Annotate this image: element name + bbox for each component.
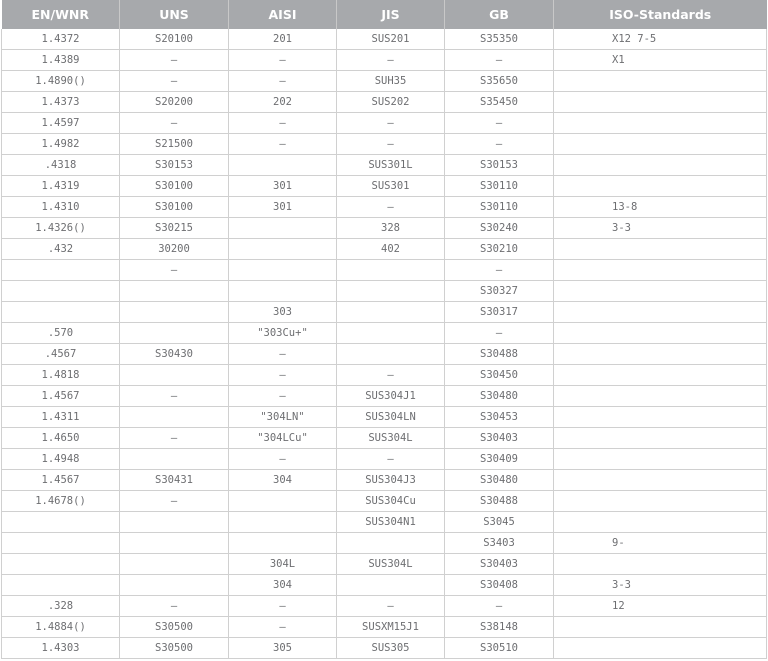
cell-aisi xyxy=(229,512,337,533)
cell-aisi: – xyxy=(229,71,337,92)
cell-gb: S30453 xyxy=(445,407,554,428)
cell-jis: SUS301L xyxy=(337,155,445,176)
cell-en-wnr: 1.4326() xyxy=(2,218,120,239)
cell-en-wnr: 1.4567 xyxy=(2,470,120,491)
cell-aisi: 303 xyxy=(229,302,337,323)
cell-uns: S30431 xyxy=(120,470,229,491)
column-header-jis: JIS xyxy=(337,0,445,29)
cell-iso xyxy=(554,638,767,659)
cell-jis xyxy=(337,575,445,596)
cell-iso xyxy=(554,512,767,533)
cell-en-wnr: 1.4310 xyxy=(2,197,120,218)
cell-jis: SUS202 xyxy=(337,92,445,113)
cell-en-wnr xyxy=(2,533,120,554)
cell-jis: 402 xyxy=(337,239,445,260)
cell-iso xyxy=(554,428,767,449)
cell-iso xyxy=(554,113,767,134)
cell-gb: S30210 xyxy=(445,239,554,260)
cell-iso xyxy=(554,470,767,491)
cell-aisi: – xyxy=(229,617,337,638)
cell-jis: SUS304Cu xyxy=(337,491,445,512)
cell-iso: 13-8 xyxy=(554,197,767,218)
cell-en-wnr: 1.4890() xyxy=(2,71,120,92)
cell-uns: – xyxy=(120,491,229,512)
cell-aisi: "304LCu" xyxy=(229,428,337,449)
cell-iso xyxy=(554,302,767,323)
cell-aisi xyxy=(229,491,337,512)
cell-en-wnr xyxy=(2,554,120,575)
cell-uns: S20200 xyxy=(120,92,229,113)
cell-uns xyxy=(120,281,229,302)
cell-aisi: – xyxy=(229,449,337,470)
cell-gb: – xyxy=(445,50,554,71)
cell-en-wnr xyxy=(2,260,120,281)
cell-uns: 30200 xyxy=(120,239,229,260)
cell-en-wnr xyxy=(2,302,120,323)
column-header-iso: ISO-Standards xyxy=(554,0,767,29)
cell-gb: S30480 xyxy=(445,470,554,491)
cell-aisi: "304LN" xyxy=(229,407,337,428)
cell-gb: – xyxy=(445,113,554,134)
table-row xyxy=(2,197,767,218)
cell-gb: – xyxy=(445,323,554,344)
cell-gb: S30409 xyxy=(445,449,554,470)
table-row xyxy=(2,617,767,638)
cell-iso: X1 xyxy=(554,50,767,71)
cell-gb: S38148 xyxy=(445,617,554,638)
table-row xyxy=(2,92,767,113)
cell-aisi xyxy=(229,218,337,239)
table-row xyxy=(2,176,767,197)
cell-aisi: 202 xyxy=(229,92,337,113)
cell-jis: – xyxy=(337,449,445,470)
cell-jis: – xyxy=(337,113,445,134)
cell-jis: SUH35 xyxy=(337,71,445,92)
cell-iso xyxy=(554,281,767,302)
cell-en-wnr xyxy=(2,512,120,533)
cell-iso xyxy=(554,323,767,344)
cell-gb: S30317 xyxy=(445,302,554,323)
cell-gb: S30110 xyxy=(445,176,554,197)
cell-en-wnr: 1.4678() xyxy=(2,491,120,512)
cell-aisi: 301 xyxy=(229,176,337,197)
cell-uns: – xyxy=(120,50,229,71)
column-header-en-wnr: EN/WNR xyxy=(2,0,120,29)
cell-jis xyxy=(337,344,445,365)
table-body xyxy=(2,29,767,659)
cell-en-wnr: .4567 xyxy=(2,344,120,365)
cell-jis: SUSXM15J1 xyxy=(337,617,445,638)
cell-en-wnr: 1.4650 xyxy=(2,428,120,449)
cell-jis: SUS304L xyxy=(337,554,445,575)
cell-iso xyxy=(554,155,767,176)
table-row xyxy=(2,365,767,386)
column-header-gb: GB xyxy=(445,0,554,29)
cell-en-wnr xyxy=(2,281,120,302)
cell-aisi: "303Cu+" xyxy=(229,323,337,344)
cell-en-wnr: .432 xyxy=(2,239,120,260)
cell-en-wnr: 1.4389 xyxy=(2,50,120,71)
table-row xyxy=(2,512,767,533)
cell-gb: S30403 xyxy=(445,554,554,575)
cell-en-wnr: .4318 xyxy=(2,155,120,176)
cell-jis xyxy=(337,533,445,554)
cell-uns xyxy=(120,302,229,323)
column-header-uns: UNS xyxy=(120,0,229,29)
table-row xyxy=(2,638,767,659)
cell-jis: 328 xyxy=(337,218,445,239)
cell-gb: S30403 xyxy=(445,428,554,449)
cell-jis: – xyxy=(337,365,445,386)
cell-gb: S35350 xyxy=(445,29,554,50)
cell-en-wnr: 1.4319 xyxy=(2,176,120,197)
cell-gb: S30240 xyxy=(445,218,554,239)
table-row xyxy=(2,428,767,449)
cell-gb: – xyxy=(445,260,554,281)
cell-en-wnr xyxy=(2,575,120,596)
cell-jis: SUS305 xyxy=(337,638,445,659)
cell-gb: S3403 xyxy=(445,533,554,554)
cell-uns: S30100 xyxy=(120,176,229,197)
cell-iso xyxy=(554,176,767,197)
cell-aisi: – xyxy=(229,344,337,365)
cell-aisi xyxy=(229,239,337,260)
cell-uns xyxy=(120,323,229,344)
cell-iso: X12 7-5 xyxy=(554,29,767,50)
cell-uns: S30430 xyxy=(120,344,229,365)
table-row xyxy=(2,344,767,365)
cell-uns: S21500 xyxy=(120,134,229,155)
table-row xyxy=(2,302,767,323)
cell-uns: S30153 xyxy=(120,155,229,176)
cell-uns: – xyxy=(120,596,229,617)
cell-aisi xyxy=(229,260,337,281)
cell-uns xyxy=(120,449,229,470)
cell-uns xyxy=(120,533,229,554)
cell-aisi: 301 xyxy=(229,197,337,218)
cell-jis xyxy=(337,260,445,281)
table-row xyxy=(2,155,767,176)
cell-gb: – xyxy=(445,596,554,617)
cell-iso xyxy=(554,554,767,575)
cell-aisi: – xyxy=(229,596,337,617)
cell-uns: – xyxy=(120,71,229,92)
steel-standards-table xyxy=(1,0,767,659)
cell-jis: – xyxy=(337,197,445,218)
cell-iso xyxy=(554,617,767,638)
table-row xyxy=(2,449,767,470)
cell-gb: S30408 xyxy=(445,575,554,596)
cell-uns: S30500 xyxy=(120,617,229,638)
cell-aisi xyxy=(229,155,337,176)
cell-en-wnr: 1.4948 xyxy=(2,449,120,470)
cell-uns: S30215 xyxy=(120,218,229,239)
cell-aisi: 304 xyxy=(229,470,337,491)
cell-en-wnr: 1.4303 xyxy=(2,638,120,659)
cell-uns: – xyxy=(120,386,229,407)
cell-gb: S30488 xyxy=(445,491,554,512)
cell-jis xyxy=(337,281,445,302)
cell-en-wnr: 1.4567 xyxy=(2,386,120,407)
cell-uns: S20100 xyxy=(120,29,229,50)
table-row xyxy=(2,281,767,302)
cell-uns xyxy=(120,575,229,596)
table-row xyxy=(2,29,767,50)
cell-en-wnr: 1.4372 xyxy=(2,29,120,50)
cell-uns xyxy=(120,407,229,428)
cell-jis: SUS304L xyxy=(337,428,445,449)
cell-uns xyxy=(120,365,229,386)
cell-iso xyxy=(554,92,767,113)
cell-uns: S30500 xyxy=(120,638,229,659)
cell-iso xyxy=(554,386,767,407)
cell-iso xyxy=(554,71,767,92)
cell-gb: S30153 xyxy=(445,155,554,176)
table-header xyxy=(2,0,767,29)
cell-aisi xyxy=(229,533,337,554)
cell-uns: – xyxy=(120,113,229,134)
header-row xyxy=(2,0,767,29)
table-row xyxy=(2,491,767,512)
cell-iso xyxy=(554,407,767,428)
cell-aisi: 305 xyxy=(229,638,337,659)
cell-aisi: 201 xyxy=(229,29,337,50)
table-row xyxy=(2,596,767,617)
cell-aisi: – xyxy=(229,365,337,386)
table-row xyxy=(2,71,767,92)
cell-gb: S30510 xyxy=(445,638,554,659)
cell-aisi: 304 xyxy=(229,575,337,596)
cell-aisi xyxy=(229,281,337,302)
cell-iso xyxy=(554,134,767,155)
cell-aisi: – xyxy=(229,113,337,134)
cell-aisi: – xyxy=(229,386,337,407)
cell-en-wnr: 1.4982 xyxy=(2,134,120,155)
cell-gb: S30480 xyxy=(445,386,554,407)
cell-iso xyxy=(554,365,767,386)
cell-jis: SUS304N1 xyxy=(337,512,445,533)
table-row xyxy=(2,575,767,596)
cell-uns: – xyxy=(120,260,229,281)
cell-en-wnr: 1.4884() xyxy=(2,617,120,638)
cell-jis: SUS304J3 xyxy=(337,470,445,491)
cell-en-wnr: 1.4597 xyxy=(2,113,120,134)
cell-gb: S35450 xyxy=(445,92,554,113)
table-row xyxy=(2,386,767,407)
cell-gb: S30327 xyxy=(445,281,554,302)
cell-jis xyxy=(337,323,445,344)
cell-en-wnr: 1.4373 xyxy=(2,92,120,113)
cell-iso xyxy=(554,491,767,512)
column-header-aisi: AISI xyxy=(229,0,337,29)
cell-iso xyxy=(554,449,767,470)
cell-aisi: – xyxy=(229,134,337,155)
cell-iso xyxy=(554,344,767,365)
cell-iso: 9- xyxy=(554,533,767,554)
cell-jis: – xyxy=(337,134,445,155)
cell-iso xyxy=(554,239,767,260)
cell-aisi: – xyxy=(229,50,337,71)
cell-gb: S30488 xyxy=(445,344,554,365)
table-row xyxy=(2,260,767,281)
cell-jis: – xyxy=(337,50,445,71)
table-row xyxy=(2,239,767,260)
cell-iso: 3-3 xyxy=(554,218,767,239)
cell-en-wnr: 1.4311 xyxy=(2,407,120,428)
cell-iso: 3-3 xyxy=(554,575,767,596)
cell-iso xyxy=(554,260,767,281)
cell-gb: – xyxy=(445,134,554,155)
cell-gb: S30450 xyxy=(445,365,554,386)
cell-jis: – xyxy=(337,596,445,617)
cell-gb: S35650 xyxy=(445,71,554,92)
cell-jis: SUS304J1 xyxy=(337,386,445,407)
cell-jis: SUS301 xyxy=(337,176,445,197)
cell-uns xyxy=(120,554,229,575)
table-row xyxy=(2,218,767,239)
cell-aisi: 304L xyxy=(229,554,337,575)
cell-jis: SUS304LN xyxy=(337,407,445,428)
cell-jis: SUS201 xyxy=(337,29,445,50)
cell-uns: S30100 xyxy=(120,197,229,218)
table-row xyxy=(2,113,767,134)
table-row xyxy=(2,323,767,344)
cell-iso: 12 xyxy=(554,596,767,617)
table-row xyxy=(2,134,767,155)
cell-en-wnr: .570 xyxy=(2,323,120,344)
table-row xyxy=(2,407,767,428)
cell-uns: – xyxy=(120,428,229,449)
cell-en-wnr: .328 xyxy=(2,596,120,617)
cell-jis xyxy=(337,302,445,323)
cell-gb: S30110 xyxy=(445,197,554,218)
cell-en-wnr: 1.4818 xyxy=(2,365,120,386)
table-row xyxy=(2,533,767,554)
table-row xyxy=(2,50,767,71)
cell-uns xyxy=(120,512,229,533)
table-row xyxy=(2,554,767,575)
cell-gb: S3045 xyxy=(445,512,554,533)
table-row xyxy=(2,470,767,491)
